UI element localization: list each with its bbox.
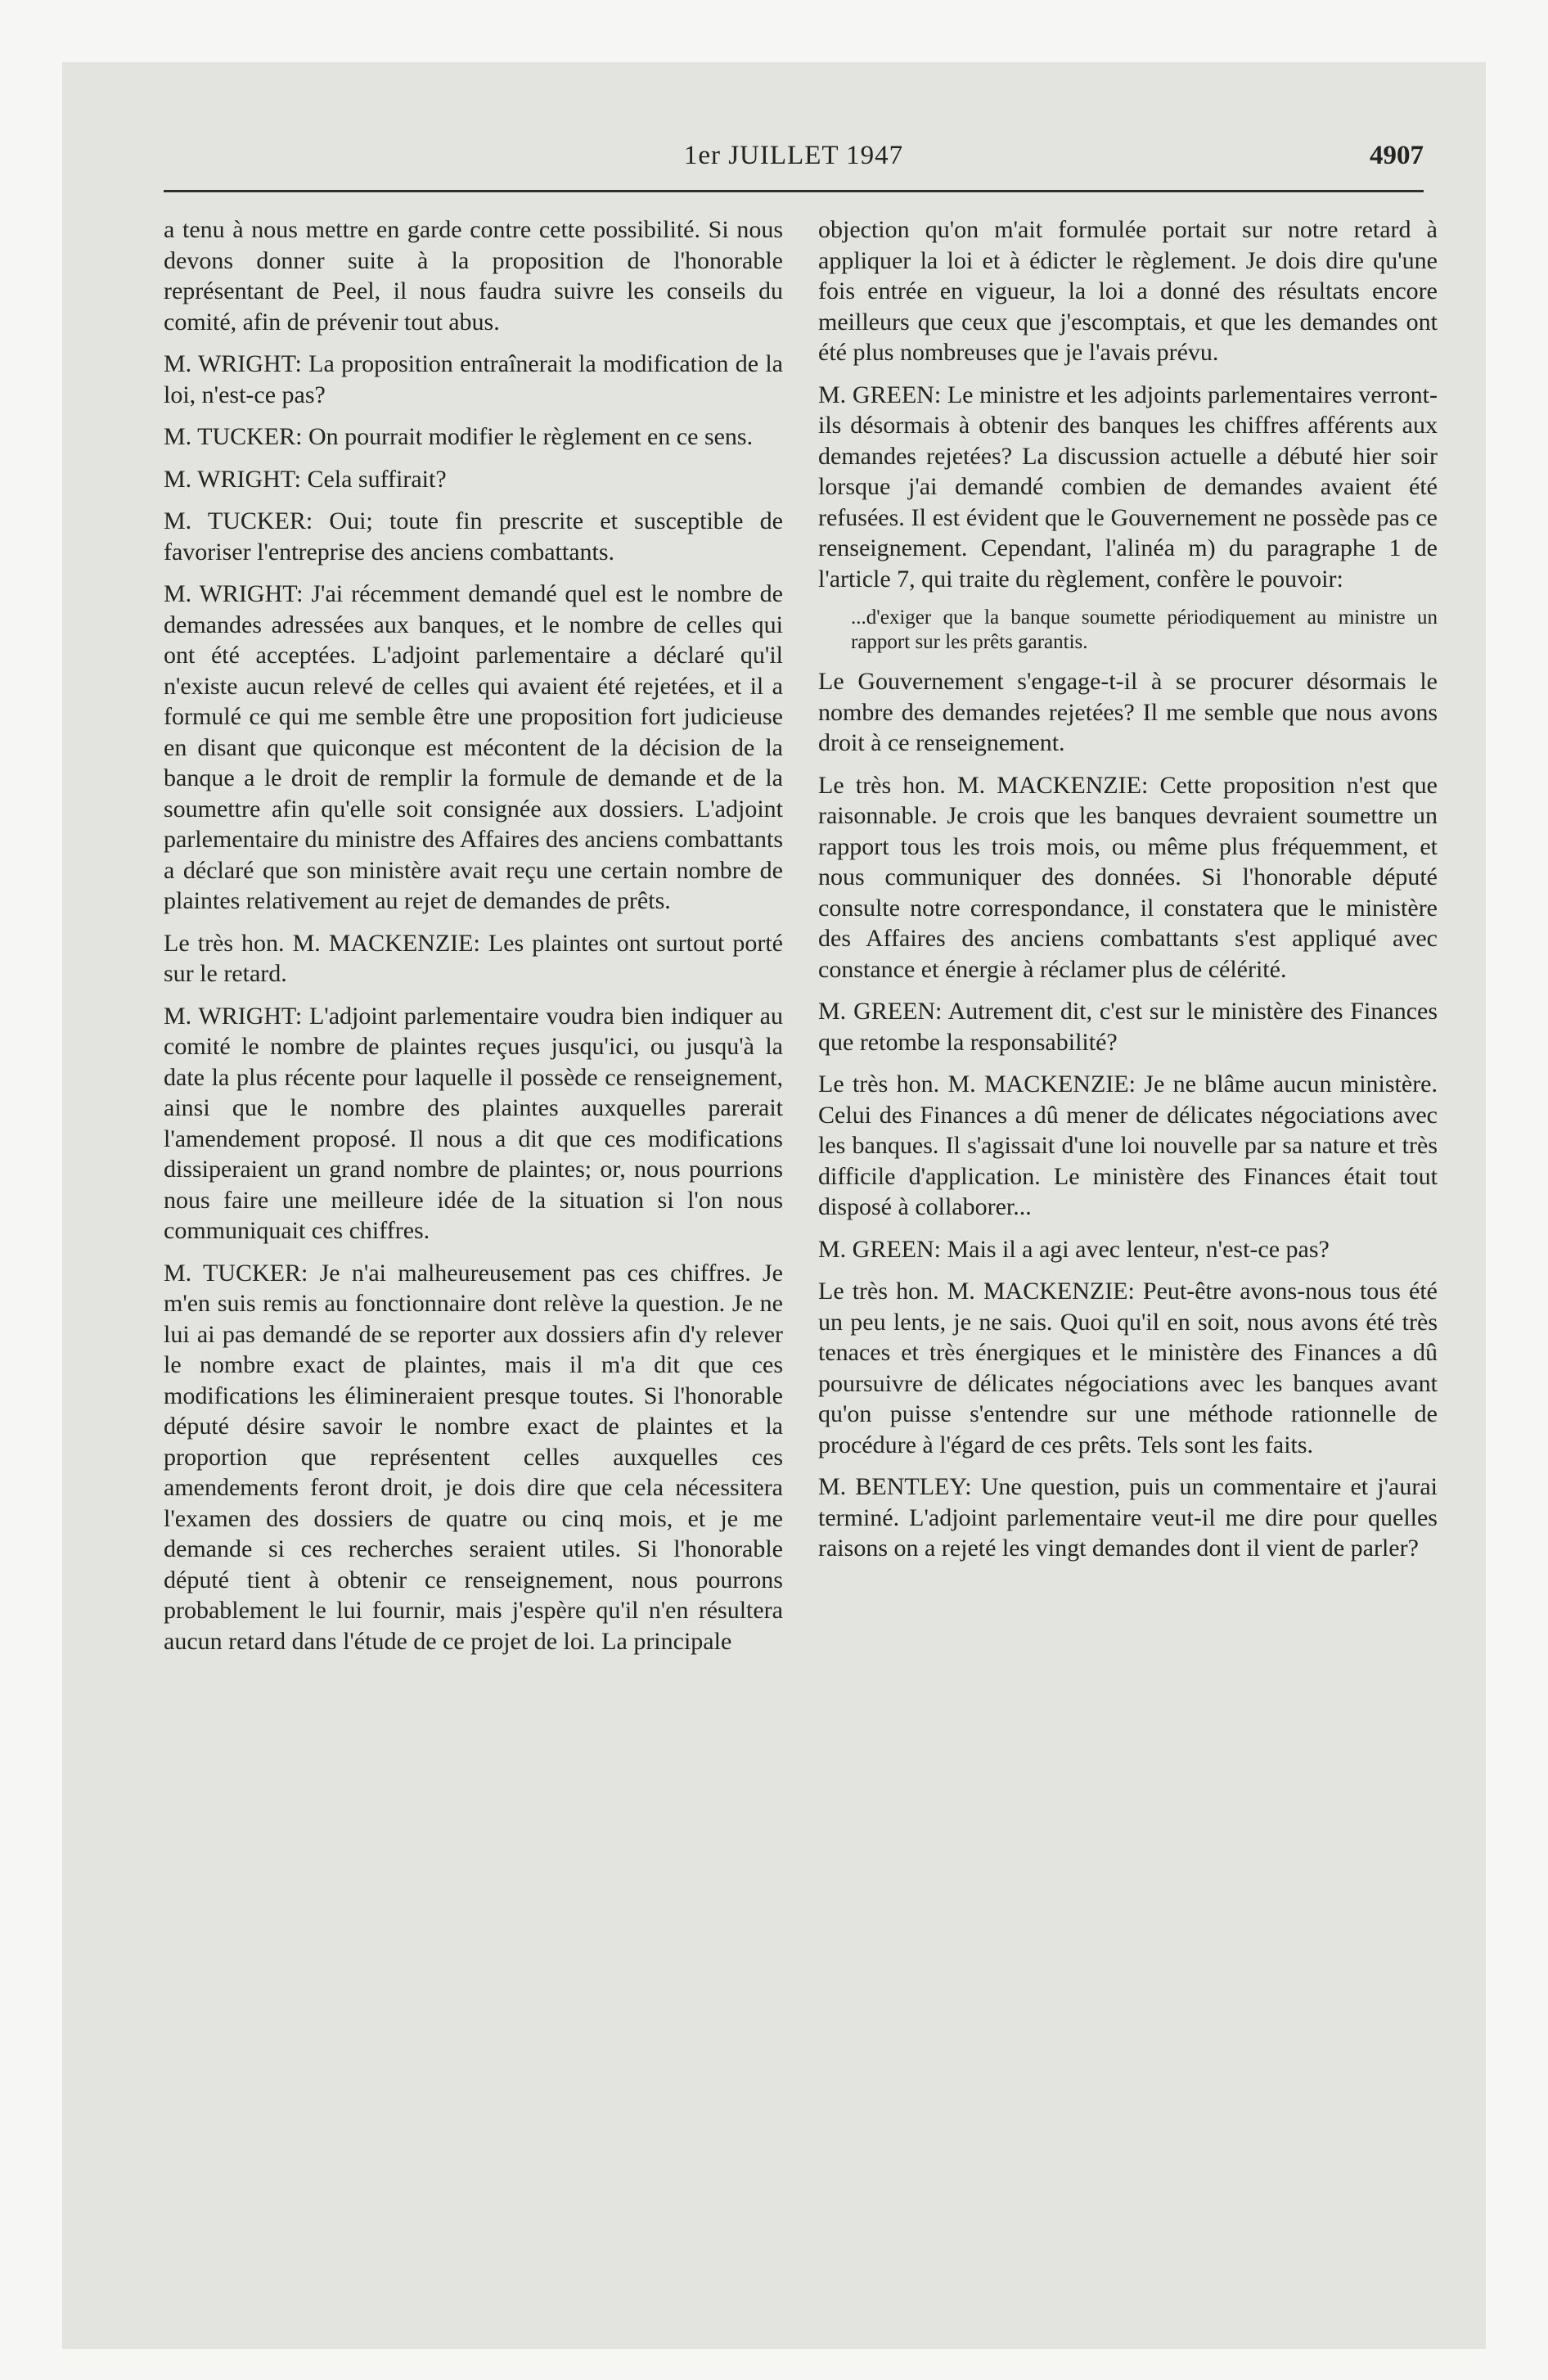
paragraph: Le Gouvernement s'engage-t-il à se procurer désormais le nombre des demandes rejetées? Il me semble que nous avons droit à ce renseignement. xyxy=(818,668,1438,756)
paragraph: M. WRIGHT: J'ai récemment demandé quel est le nombre de demandes adressées aux banques, et le nombre de celles qui ont été acceptées. L'adjoint parlementaire a déclaré qu'il n'existe aucun relevé de celles qui avaient été rejetées, et il a formulé ce qui me semble être une proposition fort judicieuse en disant que quiconque est mécontent de la décision de la banque a le droit de remplir la formule de demande et de la soumettre afin qu'elle soit consignée aux dossiers. L'adjoint parlementaire du ministre des Affaires des anciens combattants a déclaré que son ministère avait reçu une certain nombre de plaintes relativement au rejet de demandes de prêts. xyxy=(164,580,783,914)
paragraph: M. GREEN: Mais il a agi avec lenteur, n'est-ce pas? xyxy=(818,1235,1330,1263)
left-column xyxy=(164,214,783,1668)
paragraph: M. TUCKER: On pourrait modifier le règlement en ce sens. xyxy=(164,423,754,450)
paragraph: Le très hon. M. MACKENZIE: Je ne blâme aucun ministère. Celui des Finances a dû mener de délicates négociations avec les banques. Il s'agissait d'une loi nouvelle par sa nature et très difficile d'application. Le ministère des Finances était tout disposé à collaborer... xyxy=(818,1071,1438,1220)
right-column xyxy=(818,214,1438,1575)
paragraph: M. TUCKER: Je n'ai malheureusement pas ces chiffres. Je m'en suis remis au fonctionnaire dont relève la question. Je ne lui ai pas demandé de se reporter aux dossiers afin d'y relever le nombre exact de plaintes, mais il m'a dit que ces modifications les élimineraient presque toutes. Si l'honorable député désire savoir le nombre exact de plaintes et la proportion que représentent celles auxquelles ces amendements feront droit, je dois dire que cela nécessitera l'examen des dossiers de quatre ou cinq mois, et je me demande si ces recherches seraient utiles. Si l'honorable député tient à obtenir ce renseignement, nous pourrons probablement le lui fournir, mais j'espère qu'il n'en résultera aucun retard dans l'étude de ce projet de loi. La principale xyxy=(164,1259,783,1655)
paragraph: M. WRIGHT: Cela suffirait? xyxy=(164,465,447,493)
paragraph: a tenu à nous mettre en garde contre cette possibilité. Si nous devons donner suite à la proposition de l'honorable représentant de Peel, il nous faudra suivre les conseils du comité, afin de prévenir tout abus. xyxy=(164,216,783,336)
paragraph: M. TUCKER: Oui; toute fin prescrite et susceptible de favoriser l'entreprise des anciens combattants. xyxy=(164,507,783,566)
page-number: 4907 xyxy=(1370,141,1424,170)
running-title: 1er JUILLET 1947 xyxy=(683,141,904,170)
paragraph: Le très hon. M. MACKENZIE: Cette proposition n'est que raisonnable. Je crois que les banques devraient soumettre un rapport tous les trois mois, ou même plus fréquemment, et nous communiquer des données. Si l'honorable député consulte notre correspondance, il constatera que le ministère des Affaires des anciens combattants s'est appliqué avec constance et énergie à réclamer plus de célérité. xyxy=(818,771,1438,983)
paragraph: M. GREEN: Autrement dit, c'est sur le ministère des Finances que retombe la responsabilité? xyxy=(818,998,1438,1056)
page-header xyxy=(164,141,1424,187)
header-rule xyxy=(164,190,1424,192)
paragraph: Le très hon. M. MACKENZIE: Peut-être avons-nous tous été un peu lents, je ne sais. Quoi qu'il en soit, nous avons été très tenaces et très énergiques et le ministère des Finances a dû poursuivre de délicates négociations avec les banques avant qu'on puisse s'entendre sur une méthode rationnelle de procédure à l'égard de ces prêts. Tels sont les faits. xyxy=(818,1278,1438,1458)
paragraph: objection qu'on m'ait formulée portait sur notre retard à appliquer la loi et à édicter le règlement. Je dois dire qu'une fois entrée en vigueur, la loi a donné des résultats encore meilleurs que ceux que j'escomptais, et que les demandes ont été plus nombreuses que je l'avais prévu. xyxy=(818,216,1438,366)
paragraph: M. WRIGHT: L'adjoint parlementaire voudra bien indiquer au comité le nombre de plaintes reçues jusqu'ici, ou jusqu'à la date la plus récente pour laquelle il possède ce renseignement, ainsi que le nombre des plaintes auxquelles parerait l'amendement proposé. Il nous a dit que ces modifications dissiperaient un grand nombre de plaintes; or, nous pourrions nous faire une meilleure idée de la situation si l'on nous communiquait ces chiffres. xyxy=(164,1002,783,1244)
paragraph: M. BENTLEY: Une question, puis un commentaire et j'aurai terminé. L'adjoint parlementaire veut-il me dire pour quelles raisons on a rejeté les vingt demandes dont il vient de parler? xyxy=(818,1473,1438,1562)
paragraph: Le très hon. M. MACKENZIE: Les plaintes ont surtout porté sur le retard. xyxy=(164,929,783,987)
block-quote: ...d'exiger que la banque soumette périodiquement au ministre un rapport sur les prêts garantis. xyxy=(851,606,1438,653)
paragraph: M. WRIGHT: La proposition entraînerait la modification de la loi, n'est-ce pas? xyxy=(164,350,783,408)
paragraph: M. GREEN: Le ministre et les adjoints parlementaires verront-ils désormais à obtenir des banques les chiffres afférents aux demandes rejetées? La discussion actuelle a débuté hier soir lorsque j'ai demandé combien de demandes avaient été refusées. Il est évident que le Gouvernement ne possède pas ce renseignement. Cependant, l'alinéa m) du paragraphe 1 de l'article 7, qui traite du règlement, confère le pouvoir: xyxy=(818,381,1438,593)
